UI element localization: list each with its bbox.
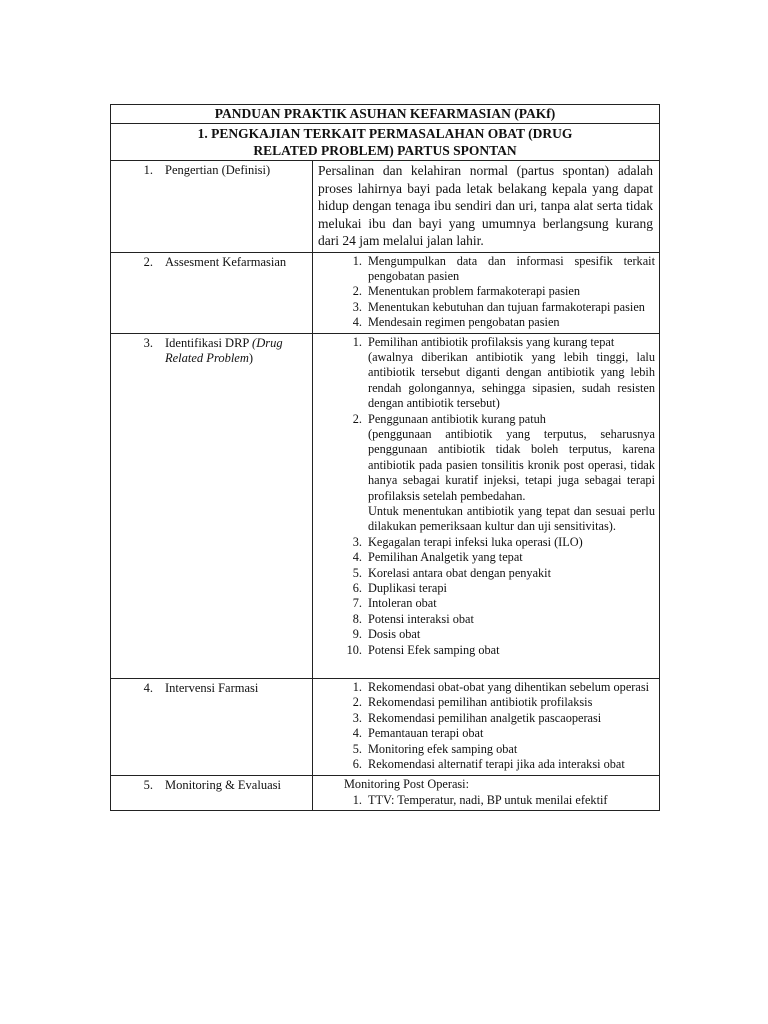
pakf-table <box>110 104 660 811</box>
item-text: Menentukan kebutuhan dan tujuan farmakoterapi pasien <box>368 299 645 314</box>
item-text: Pemilihan Analgetik yang tepat <box>368 550 523 565</box>
item-text: Rekomendasi pemilihan analgetik pascaoperasi <box>368 710 602 725</box>
item-note: (awalnya diberikan antibiotik yang lebih tinggi, lalu antibiotik tersebut diganti dengan antibiotik yang lebih rendah golongannya, sehingga sipasien, sudah resisten dengan antibiotik tersebut) <box>368 349 655 411</box>
row-label: Pengertian (Definisi) <box>165 163 271 177</box>
drp-list <box>313 334 659 661</box>
list-item <box>313 627 655 642</box>
list-item <box>313 550 655 565</box>
list-item <box>313 535 655 550</box>
item-number: 2. <box>352 411 362 426</box>
item-text: Kegagalan terapi infeksi luka operasi (ILO) <box>368 534 583 549</box>
row-label-cell <box>111 161 313 253</box>
item-number: 7. <box>352 596 362 611</box>
row-number: 2. <box>143 254 153 269</box>
item-text: Mengumpulkan data dan informasi spesifik terkait pengobatan pasien <box>368 253 655 283</box>
item-text: TTV: Temperatur, nadi, BP untuk menilai efektif <box>368 792 608 807</box>
item-text: Dosis obat <box>368 627 421 642</box>
document-title: PANDUAN PRAKTIK ASUHAN KEFARMASIAN (PAKf) <box>111 105 660 124</box>
list-item <box>313 742 655 757</box>
row-label: Intervensi Farmasi <box>165 681 259 696</box>
row-number: 1. <box>143 163 153 177</box>
title-row <box>111 105 660 124</box>
definition-text: Persalinan dan kelahiran normal (partus spontan) adalah proses lahirnya bayi pada letak belakang kepala yang dapat hidup dengan tenaga ibu sendiri dan uri, tanpa alat serta tidak melukai ibu dan bayi yang umumnya berlangsung kurang dari 24 jam melalui jalan lahir. <box>318 163 653 248</box>
item-number: 10. <box>346 642 362 657</box>
item-number: 4. <box>352 726 362 741</box>
intervention-list <box>313 679 659 774</box>
item-text: Menentukan problem farmakoterapi pasien <box>368 284 581 299</box>
row-content-cell <box>313 679 660 775</box>
row-content-cell <box>313 333 660 679</box>
list-item <box>313 695 655 710</box>
item-number: 2. <box>352 284 362 299</box>
list-item <box>313 581 655 596</box>
item-number: 9. <box>352 627 362 642</box>
table-row <box>111 252 660 333</box>
item-text: Intoleran obat <box>368 596 437 611</box>
list-item <box>313 315 655 330</box>
item-number: 5. <box>352 565 362 580</box>
item-text: Penggunaan antibiotik kurang patuh <box>368 411 546 426</box>
table-row <box>111 679 660 775</box>
row-label-plain: Identifikasi DRP <box>165 335 253 350</box>
assessment-list <box>313 253 659 333</box>
item-number: 2. <box>352 695 362 710</box>
list-item <box>313 254 655 285</box>
item-number: 6. <box>352 581 362 596</box>
list-item <box>313 680 655 695</box>
item-text: Mendesain regimen pengobatan pasien <box>368 315 560 330</box>
item-number: 5. <box>352 741 362 756</box>
item-number: 1. <box>352 792 362 807</box>
item-text: Pemantauan terapi obat <box>368 726 484 741</box>
table-row <box>111 161 660 253</box>
item-text: Pemilihan antibiotik profilaksis yang kurang tepat <box>368 334 615 349</box>
blank-space <box>313 660 659 678</box>
list-item <box>313 566 655 581</box>
row-label: Assesment Kefarmasian <box>165 254 287 269</box>
row-label-cell <box>111 775 313 811</box>
section-title <box>111 124 660 161</box>
list-item <box>313 284 655 299</box>
section-title-line-1: 1. PENGKAJIAN TERKAIT PERMASALAHAN OBAT (DRUG <box>197 126 573 141</box>
item-text: Potensi interaksi obat <box>368 611 474 626</box>
row-number: 3. <box>143 335 153 350</box>
list-item <box>313 335 655 412</box>
item-number: 6. <box>352 757 362 772</box>
item-note: Untuk menentukan antibiotik yang tepat dan sesuai perlu dilakukan pemeriksaan kultur dan uji sensitivitas). <box>368 504 655 534</box>
row-label-close: ) <box>248 350 254 365</box>
item-number: 4. <box>352 315 362 330</box>
row-label-cell <box>111 333 313 679</box>
list-item <box>313 757 655 772</box>
table-row <box>111 775 660 811</box>
item-text: Rekomendasi obat-obat yang dihentikan sebelum operasi <box>368 680 650 695</box>
item-text: Rekomendasi pemilihan antibiotik profilaksis <box>368 695 593 710</box>
list-item <box>313 612 655 627</box>
list-item <box>313 793 655 808</box>
row-label-cell <box>111 252 313 333</box>
item-number: 1. <box>352 253 362 268</box>
row-number: 5. <box>143 777 153 792</box>
item-number: 8. <box>352 611 362 626</box>
item-text: Rekomendasi alternatif terapi jika ada interaksi obat <box>368 757 625 772</box>
row-content-cell <box>313 252 660 333</box>
list-item <box>313 643 655 658</box>
row-content-cell <box>313 161 660 253</box>
item-number: 1. <box>352 680 362 695</box>
item-number: 3. <box>352 710 362 725</box>
item-body <box>368 335 655 412</box>
item-number: 4. <box>352 550 362 565</box>
row-label <box>165 336 312 366</box>
subtitle-row <box>111 124 660 161</box>
row-content-cell <box>313 775 660 811</box>
item-text: Potensi Efek samping obat <box>368 642 500 657</box>
monitoring-lead: Monitoring Post Operasi: <box>344 776 470 791</box>
item-body <box>368 412 655 535</box>
item-note: (penggunaan antibiotik yang terputus, seharusnya penggunaan antibiotik tidak boleh terputus, karena antibiotik pada pasien tonsilitis kronik post operasi, tidak hanya sebagai kuratif injeksi, tetapi juga sebagai terapi profilaksis setelah pembedahan. <box>368 426 655 503</box>
list-item <box>313 412 655 535</box>
row-label: Monitoring & Evaluasi <box>165 777 281 792</box>
list-item <box>313 726 655 741</box>
item-number: 3. <box>352 534 362 549</box>
item-text: Monitoring efek samping obat <box>368 741 518 756</box>
table-row <box>111 333 660 679</box>
monitoring-list <box>313 792 659 810</box>
list-item <box>313 300 655 315</box>
item-text: Korelasi antara obat dengan penyakit <box>368 565 552 580</box>
item-text: Duplikasi terapi <box>368 581 447 596</box>
item-number: 1. <box>352 334 362 349</box>
list-item <box>313 711 655 726</box>
row-label-cell <box>111 679 313 775</box>
list-item <box>313 596 655 611</box>
row-label-italic: (Drug Related Problem <box>165 335 283 365</box>
section-title-line-2: RELATED PROBLEM) PARTUS SPONTAN <box>253 143 517 158</box>
row-number: 4. <box>143 681 153 696</box>
item-number: 3. <box>352 299 362 314</box>
